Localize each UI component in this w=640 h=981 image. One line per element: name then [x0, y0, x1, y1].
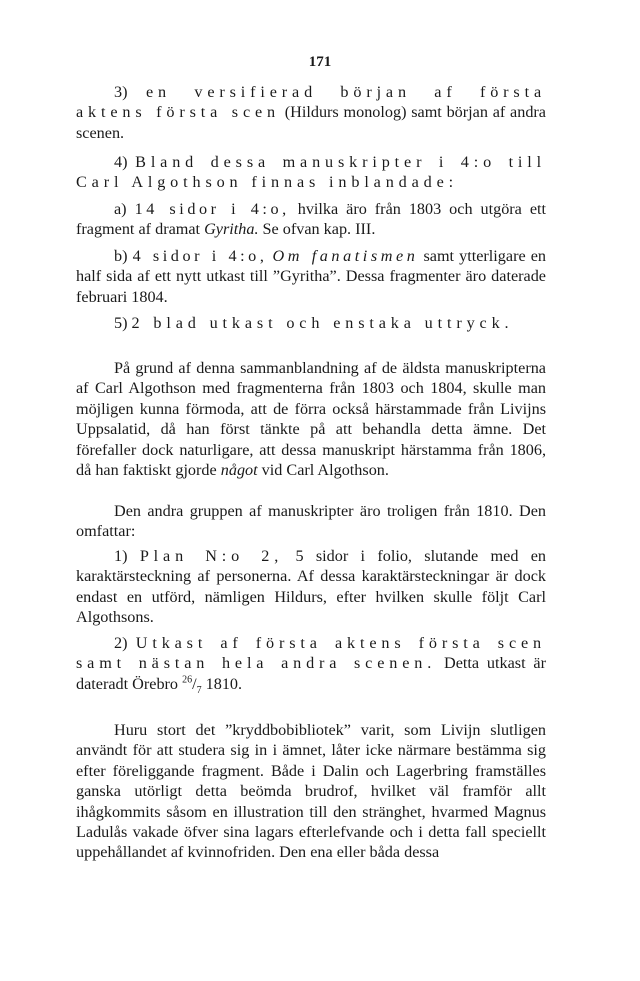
spaced-text: Plan N:o 2,: [139, 547, 284, 565]
list-item-2: 2) Utkast af första aktens första scen samt nästan hela andra scenen. Detta utkast är dateradt Örebro $^{26}/_7$ 1810.: [76, 634, 547, 697]
item-number: a): [114, 200, 127, 218]
italic-title: Om fanatismen: [272, 247, 419, 265]
item-number: 3): [114, 83, 128, 101]
item-number: 2): [114, 634, 128, 652]
item-text: (Hildurs monolog) samt början af andra scenen.: [76, 103, 546, 142]
italic-word: något: [220, 461, 258, 480]
list-item-5: [76, 313, 546, 333]
spaced-text: Bland dessa manuskripter i 4:o till Carl Algothson finnas inblandade:: [76, 153, 546, 192]
page-number: 171: [308, 54, 332, 70]
item-text: Se ofvan kap. III.: [262, 220, 376, 239]
paragraph: [76, 358, 546, 480]
paragraph-text: vid Carl Algothson.: [261, 461, 389, 480]
date-superscript: 26: [182, 674, 193, 686]
item-text: 5 sidor i folio, slutande med en karaktärsteckning af personerna. Af dessa karaktärsteckningar är dock endast en utförd, nämligen Hildurs, efter hvilken skulle följt Carl Algothsons.: [76, 547, 547, 627]
spaced-text: 2 blad utkast och enstaka uttryck.: [131, 314, 514, 332]
spaced-text: en versifierad början af första aktens första scen: [76, 83, 546, 122]
spaced-text: Utkast af första aktens första scen samt nästan hela andra scenen.: [76, 634, 546, 673]
paragraph: Den andra gruppen af manuskripter äro troligen från 1810. Den omfattar:: [76, 502, 546, 541]
item-number: 4): [114, 153, 128, 171]
item-text: samt ytterligare en half sida af ett nytt utkast till ”Gyritha”. Dessa fragmenter äro daterade februari 1804.: [76, 247, 547, 306]
spaced-text: 14 sidor i 4:o,: [134, 200, 290, 218]
sub-item-a: [76, 199, 546, 240]
italic-title: Gyritha.: [204, 220, 259, 239]
paragraph-text: På grund af denna sammanblandning af de äldsta manuskripterna af Carl Algothson med fragmenterna från 1803 och 1804, skulle man möjligen kunna förmoda, att de förra också härstammade från Livijns Uppsalatid, då han först tänkte på att behandla detta ämne. Det förefaller dock naturligare, att dessa manuskript härstamma från 1806, då han faktiskt gjorde: [76, 359, 546, 480]
list-item-4: [76, 152, 546, 193]
item-number: b): [114, 247, 128, 265]
item-text: Detta utkast är dateradt Örebro: [76, 654, 547, 693]
paragraph: Huru stort det ”kryddbobibliotek” varit, som Livijn slutligen användt för att studera sig in i ämnet, låter icke närmare bestämma sig efter föreliggande fragment. Både i Dalin och Lagerbring framställes ganska utörligt detta beömda brudrof, hvilket väl framför allt ihågkommits såsom en illustration till den stränghet, hvarmed Magnus Ladulås vakade öfver sina lagars efterlefvande och i detta fall speciellt uppehållandet af kvinnofriden. Den ena eller båda dessa: [76, 721, 546, 862]
date-subscript: 7: [196, 685, 202, 697]
item-number: 5): [114, 314, 128, 332]
list-item-1: [76, 546, 546, 628]
item-text: 1810.: [205, 674, 243, 693]
spaced-text: 4 sidor i 4:o,: [132, 247, 268, 265]
item-text: hvilka äro från 1803 och utgöra ett fragment af dramat: [76, 200, 547, 239]
item-number: 1): [114, 547, 128, 565]
list-item-3: [76, 82, 546, 143]
sub-item-b: [76, 246, 546, 307]
